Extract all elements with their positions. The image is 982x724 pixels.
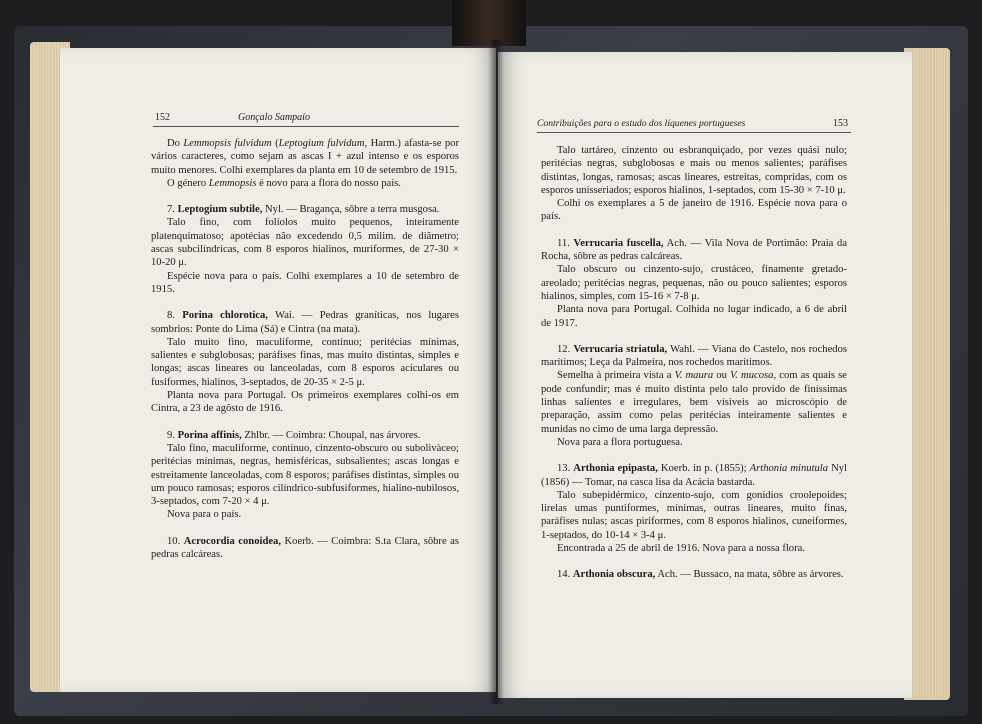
text-run: Talo tartáreo, cinzento ou esbranquiçado, por vezes quási nulo; peritécias negras, subglobosas e mais ou menos salientes; paráfises distintas, longas, ramosas; ascas lineares, estreitas, compridas, com os esporos unisseriados; esporos hialinos, 1-septados, com 15-30 × 7-10 μ. (541, 145, 847, 196)
italic-text: V. mucosa (730, 370, 774, 382)
italic-text: Leptogium fulvidum (278, 138, 365, 149)
italic-text: Lemmopsis (208, 177, 257, 189)
species-name: Porina affinis, (177, 429, 242, 441)
right-header-rule (537, 132, 851, 133)
text-run: Do (167, 138, 184, 149)
paragraph (151, 389, 459, 416)
text-run: ( (271, 138, 279, 149)
paragraph-gap (151, 522, 459, 535)
text-run: Planta nova para Portugal. Os primeiros exemplares colhi-os em Cintra, a 23 de agôsto de 1916. (151, 390, 459, 415)
paragraph (541, 197, 847, 224)
paragraph-gap (541, 224, 847, 237)
right-running-head: Contribuições para o estudo dos líquenes portugueses (537, 118, 746, 129)
book-gutter (488, 40, 504, 704)
left-page-text (151, 137, 459, 561)
text-run: , com as quais se pode confundir; mas é muito distinta pelo talo provido de finíssimas linhas salientes e irregulares, bem visíveis ao microscópio de preparação, assim como pelas peritécias inteiramente salientes e munidas no cimo de uma larga depressão. (541, 370, 847, 435)
paragraph-gap (151, 190, 459, 203)
paragraph-gap (541, 555, 847, 568)
paragraph (541, 343, 847, 370)
text-run: Koerb. in p. (1855); (657, 463, 750, 475)
paragraph (151, 216, 459, 269)
species-name: Verrucaria striatula, (573, 343, 668, 355)
italic-text: V. maura (674, 370, 714, 382)
text-run: Nova para a flora portuguesa. (557, 436, 683, 448)
paragraph (541, 568, 847, 581)
text-run: Talo subepidérmico, cinzento-sujo, com gonídios croolepoides; lirelas umas puntiformes, mínimas, outras lineares, muito finas, paráfises nulas; ascas piriformes, com 8 esporos hialinos, cuneiformes, 1-septados, do 10-14 × 3-4 μ. (541, 489, 847, 541)
paragraph (541, 303, 847, 330)
text-run: Semelha à primeira vista a (557, 370, 675, 382)
paragraph (541, 462, 847, 489)
paragraph (151, 535, 459, 562)
text-run: 11. (557, 237, 574, 249)
paragraph (151, 442, 459, 508)
text-run: O género (167, 177, 209, 189)
right-page-text (541, 144, 847, 582)
text-run: 9. (167, 429, 178, 441)
paragraph (541, 369, 847, 435)
species-name: Arthonia obscura, (572, 569, 656, 581)
paragraph (151, 336, 459, 389)
text-run: Ach. — Vila Nova de Portimão: Praia da Rocha, sôbre as pedras calcáreas. (541, 237, 848, 263)
text-run: Zhlbr. — Coimbra: Choupal, nas árvores. (241, 429, 421, 441)
paragraph-gap (151, 296, 459, 309)
paragraph (151, 508, 459, 521)
text-run: 8. (167, 310, 183, 322)
species-name: Leptogium subtile, (177, 204, 263, 216)
text-run: Colhi os exemplares a 5 de janeiro de 1916. Espécie nova para o país. (541, 198, 847, 223)
text-run: Koerb. — Coimbra: S.ta Clara, sôbre as pedras calcáreas. (151, 535, 459, 561)
text-run: Espécie nova para o país. Colhi exemplares a 10 de setembro de 1915. (151, 270, 459, 295)
text-run: Nova para o país. (167, 509, 242, 521)
text-run: Encontrada a 25 de abril de 1916. Nova para a nossa flora. (557, 543, 805, 555)
text-run: 14. (557, 569, 573, 581)
text-run: Wai. — Pedras graníticas, nos lugares sombrios: Ponte do Lima (Sá) e Cintra (na mata). (151, 310, 460, 335)
italic-text: Arthonia minutula (749, 463, 829, 475)
left-header-rule (153, 126, 459, 127)
paragraph (151, 137, 459, 177)
species-name: Verrucaria fuscella, (573, 237, 664, 249)
text-run: 12. (557, 343, 574, 355)
text-run: é novo para a flora do nosso país. (256, 177, 401, 189)
paragraph (151, 177, 459, 190)
text-run: Talo fino, maculiforme, contínuo, cinzento-obscuro ou subolivàceo; peritécias mínimas, negras, hemisféricas, subsalientes; ascas longas e estreitamente lanceoladas, com 8 esporos; paráfises distintas, simples ou um pouco ramosas; esporos cilíndrico-subfusiformes, hialino-nubilosos, 3-septados, com 7-20 × 4 μ. (151, 442, 459, 508)
paragraph-gap (541, 449, 847, 462)
text-run: 7. (167, 204, 178, 216)
left-running-head: Gonçalo Sampaio (238, 112, 310, 123)
paragraph (541, 263, 847, 303)
paragraph (541, 542, 847, 555)
text-run: Talo fino, com folíolos muito pequenos, inteiramente platenquimatoso; apotécias não excedendo 0,5 milim. de diâmetro; ascas subcilíndricas, com 8 esporos hialinos, muriformes, de 27-30 × 10-20 μ. (151, 217, 459, 269)
paragraph-gap (151, 416, 459, 429)
paragraph (541, 237, 847, 264)
text-run: Nyl. — Bragança, sôbre a terra musgosa. (262, 204, 440, 216)
species-name: Porina chlorotica, (182, 310, 268, 322)
text-run: , Harm.) afasta-se por vários caracteres, como sejam as ascas I + azul intenso e os esporos muito menores. Colhi exemplares da planta em 10 de setembro de 1915. (151, 138, 459, 176)
paragraph (541, 144, 847, 197)
paragraph (151, 429, 459, 442)
text-run: ou (713, 370, 731, 382)
text-run: 10. (167, 535, 184, 547)
italic-text: Lemmopsis fulvidum (183, 138, 272, 149)
paragraph (151, 203, 459, 216)
text-run: Wahl. — Viana do Castelo, nos rochedos marítimos; Leça da Palmeira, nos rochedos marítimos. (541, 343, 847, 369)
text-run: Planta nova para Portugal. Colhida no lugar indicado, a 6 de abril de 1917. (541, 304, 847, 329)
paragraph (151, 270, 459, 297)
left-page-number: 152 (155, 112, 170, 123)
paragraph (541, 489, 847, 542)
paragraph (151, 309, 459, 336)
text-run: Nyl (1856) — Tomar, na casca lisa da Acácia bastarda. (541, 463, 847, 488)
text-run: Talo muito fino, maculiforme, contínuo; peritécias mínimas, salientes e subglobosas; paráfises finas, mas muito distintas, simples e longas; ascas lineares ou lanceoladas, com 8 esporos aciculares ou fusiformes, hialinos, 3-septados, de 20-35 × 2-5 μ. (151, 336, 459, 388)
text-run: Ach. — Bussaco, na mata, sôbre as árvores. (655, 569, 844, 581)
text-run: 13. (557, 463, 574, 475)
species-name: Acrocordia conoidea, (183, 535, 281, 547)
paragraph-gap (541, 330, 847, 343)
right-page-number: 153 (833, 118, 848, 129)
species-name: Arthonia epipasta, (573, 463, 658, 475)
paragraph (541, 436, 847, 449)
text-run: Talo obscuro ou cinzento-sujo, crustáceo, finamente gretado-areolado; peritécias negras, pequenas, não ou pouco salientes; esporos hialinos, simples, com 15-16 × 7-8 μ. (541, 264, 847, 302)
